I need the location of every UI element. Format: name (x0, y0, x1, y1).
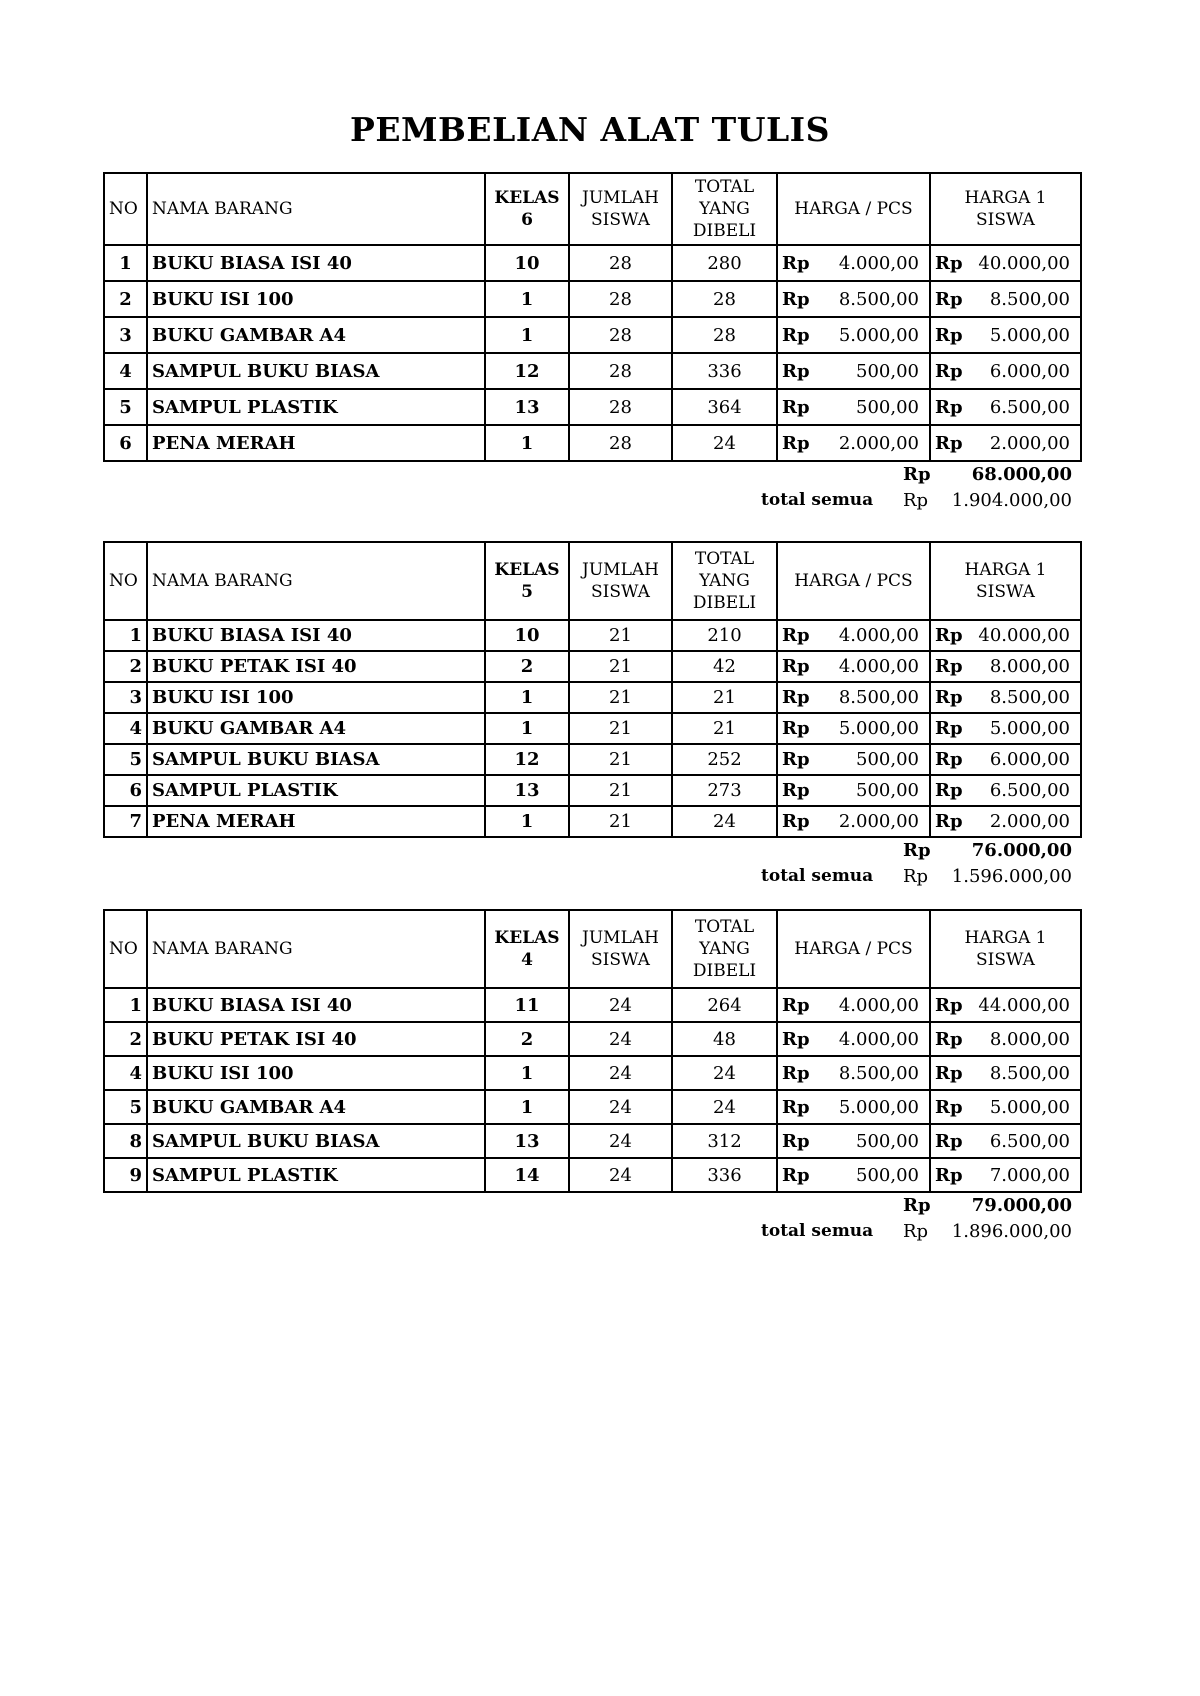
currency-label: Rp (935, 1028, 963, 1050)
currency-label: Rp (935, 1164, 963, 1186)
cell-harga-pcs (777, 353, 930, 389)
cell-jumlah-siswa: 21 (569, 713, 672, 744)
currency-value: 4.000,00 (838, 994, 919, 1016)
table-summary (103, 838, 1080, 890)
header-harga-1-siswa: HARGA 1 SISWA (930, 910, 1081, 988)
currency-value: 40.000,00 (978, 625, 1070, 646)
table-summary (103, 462, 1080, 514)
cell-kelas-qty: 1 (485, 682, 569, 713)
cell-total-dibeli: 21 (672, 682, 777, 713)
currency-value: 5.000,00 (838, 718, 919, 739)
table-summary (103, 1193, 1080, 1245)
cell-harga-pcs (777, 744, 930, 775)
cell-kelas-qty: 14 (485, 1158, 569, 1192)
total-semua-label: total semua (761, 866, 874, 886)
currency-label: Rp (782, 324, 810, 346)
currency-value: 8.000,00 (989, 1028, 1070, 1050)
cell-jumlah-siswa: 21 (569, 744, 672, 775)
cell-nama-barang: PENA MERAH (147, 425, 485, 461)
currency-value: 8.500,00 (989, 1062, 1070, 1084)
cell-jumlah-siswa: 24 (569, 1124, 672, 1158)
purchase-table (103, 541, 1082, 838)
currency-value: 5.000,00 (989, 324, 1070, 346)
currency-value: 4.000,00 (838, 252, 919, 274)
purchase-table (103, 172, 1082, 462)
currency-label: Rp (935, 360, 963, 382)
purchase-table (103, 909, 1082, 1193)
currency-value: 8.500,00 (838, 288, 919, 310)
currency-label: Rp (782, 718, 810, 739)
header-total-dibeli: TOTAL YANG DIBELI (672, 542, 777, 620)
cell-no: 2 (104, 1022, 147, 1056)
cell-harga-1-siswa (930, 682, 1081, 713)
cell-kelas-qty: 13 (485, 1124, 569, 1158)
table-row (104, 425, 1081, 461)
currency-value: 6.000,00 (989, 749, 1070, 770)
cell-total-dibeli: 24 (672, 1090, 777, 1124)
cell-harga-1-siswa (930, 713, 1081, 744)
cell-total-dibeli: 210 (672, 620, 777, 651)
table-header-row (104, 910, 1081, 988)
currency-value: 6.500,00 (989, 396, 1070, 418)
currency-label: Rp (782, 252, 810, 274)
cell-no: 6 (104, 775, 147, 806)
cell-total-dibeli: 264 (672, 988, 777, 1022)
currency-label: Rp (935, 749, 963, 770)
currency-value: 5.000,00 (989, 718, 1070, 739)
cell-kelas-qty: 12 (485, 744, 569, 775)
cell-jumlah-siswa: 21 (569, 775, 672, 806)
cell-harga-pcs (777, 1124, 930, 1158)
currency-value: 7.000,00 (989, 1164, 1070, 1186)
cell-total-dibeli: 24 (672, 425, 777, 461)
cell-harga-1-siswa (930, 245, 1081, 281)
cell-no: 9 (104, 1158, 147, 1192)
cell-jumlah-siswa: 24 (569, 1090, 672, 1124)
cell-nama-barang: PENA MERAH (147, 806, 485, 837)
header-harga-1-siswa: HARGA 1 SISWA (930, 542, 1081, 620)
currency-label: Rp (782, 780, 810, 801)
cell-kelas-qty: 1 (485, 281, 569, 317)
cell-jumlah-siswa: 28 (569, 425, 672, 461)
cell-kelas-qty: 1 (485, 806, 569, 837)
currency-label: Rp (935, 1096, 963, 1118)
cell-no: 2 (104, 651, 147, 682)
cell-harga-1-siswa (930, 317, 1081, 353)
cell-harga-pcs (777, 1056, 930, 1090)
header-harga-pcs: HARGA / PCS (777, 910, 930, 988)
currency-label: Rp (782, 1028, 810, 1050)
header-kelas: KELAS 4 (485, 910, 569, 988)
cell-no: 2 (104, 281, 147, 317)
table-row (104, 651, 1081, 682)
cell-harga-pcs (777, 988, 930, 1022)
cell-nama-barang: SAMPUL PLASTIK (147, 389, 485, 425)
table-row (104, 1022, 1081, 1056)
cell-jumlah-siswa: 28 (569, 389, 672, 425)
cell-total-dibeli: 336 (672, 353, 777, 389)
header-kelas: KELAS 6 (485, 173, 569, 245)
currency-label: Rp (935, 1062, 963, 1084)
cell-kelas-qty: 2 (485, 651, 569, 682)
header-harga-pcs: HARGA / PCS (777, 542, 930, 620)
table-row (104, 389, 1081, 425)
table-header-row (104, 542, 1081, 620)
cell-harga-1-siswa (930, 1158, 1081, 1192)
cell-no: 4 (104, 353, 147, 389)
currency-label: Rp (935, 1130, 963, 1152)
cell-total-dibeli: 42 (672, 651, 777, 682)
cell-no: 5 (104, 1090, 147, 1124)
currency-value: 8.500,00 (838, 1062, 919, 1084)
table-header-row (104, 173, 1081, 245)
currency-value: 500,00 (856, 360, 919, 382)
currency-label: Rp (782, 360, 810, 382)
currency-value: 8.500,00 (838, 687, 919, 708)
currency-value: 2.000,00 (838, 432, 919, 454)
currency-value: 2.000,00 (989, 811, 1070, 832)
currency-label: Rp (782, 1096, 810, 1118)
currency-label: Rp (935, 718, 963, 739)
cell-jumlah-siswa: 28 (569, 317, 672, 353)
header-jumlah-siswa: JUMLAH SISWA (569, 910, 672, 988)
cell-harga-1-siswa (930, 775, 1081, 806)
cell-harga-pcs (777, 317, 930, 353)
currency-label: Rp (935, 432, 963, 454)
header-total-dibeli: TOTAL YANG DIBELI (672, 173, 777, 245)
currency-label: Rp (935, 994, 963, 1016)
currency-label: Rp (782, 811, 810, 832)
cell-kelas-qty: 1 (485, 317, 569, 353)
cell-nama-barang: BUKU BIASA ISI 40 (147, 988, 485, 1022)
table-row (104, 245, 1081, 281)
cell-harga-1-siswa (930, 744, 1081, 775)
cell-kelas-qty: 10 (485, 245, 569, 281)
currency-value: 5.000,00 (838, 324, 919, 346)
cell-no: 5 (104, 389, 147, 425)
cell-no: 6 (104, 425, 147, 461)
cell-nama-barang: SAMPUL PLASTIK (147, 775, 485, 806)
header-no: NO (104, 910, 147, 988)
cell-nama-barang: BUKU ISI 100 (147, 1056, 485, 1090)
header-nama-barang: NAMA BARANG (147, 910, 485, 988)
cell-jumlah-siswa: 28 (569, 281, 672, 317)
cell-total-dibeli: 280 (672, 245, 777, 281)
currency-label: Rp (782, 994, 810, 1016)
cell-total-dibeli: 21 (672, 713, 777, 744)
cell-harga-1-siswa (930, 1090, 1081, 1124)
currency-label: Rp (782, 1062, 810, 1084)
currency-value: 8.000,00 (989, 656, 1070, 677)
cell-harga-pcs (777, 1158, 930, 1192)
cell-nama-barang: SAMPUL PLASTIK (147, 1158, 485, 1192)
header-jumlah-siswa: JUMLAH SISWA (569, 542, 672, 620)
currency-value: 8.500,00 (989, 687, 1070, 708)
cell-kelas-qty: 12 (485, 353, 569, 389)
table-block-kelas-6 (103, 172, 1080, 514)
cell-nama-barang: BUKU GAMBAR A4 (147, 1090, 485, 1124)
header-no: NO (104, 542, 147, 620)
cell-harga-1-siswa (930, 281, 1081, 317)
cell-harga-pcs (777, 389, 930, 425)
subtotal-currency: Rp (903, 840, 931, 861)
cell-total-dibeli: 24 (672, 806, 777, 837)
currency-value: 500,00 (856, 749, 919, 770)
currency-label: Rp (782, 687, 810, 708)
currency-label: Rp (935, 656, 963, 677)
cell-total-dibeli: 364 (672, 389, 777, 425)
cell-harga-pcs (777, 245, 930, 281)
cell-jumlah-siswa: 28 (569, 245, 672, 281)
table-row (104, 1124, 1081, 1158)
cell-jumlah-siswa: 21 (569, 806, 672, 837)
currency-label: Rp (782, 625, 810, 646)
currency-value: 500,00 (856, 780, 919, 801)
currency-label: Rp (935, 396, 963, 418)
cell-nama-barang: BUKU BIASA ISI 40 (147, 620, 485, 651)
cell-total-dibeli: 24 (672, 1056, 777, 1090)
currency-value: 8.500,00 (989, 288, 1070, 310)
cell-no: 3 (104, 682, 147, 713)
subtotal-value: 68.000,00 (971, 464, 1072, 485)
currency-value: 4.000,00 (838, 1028, 919, 1050)
cell-total-dibeli: 273 (672, 775, 777, 806)
table-row (104, 1056, 1081, 1090)
cell-nama-barang: SAMPUL BUKU BIASA (147, 353, 485, 389)
currency-value: 5.000,00 (838, 1096, 919, 1118)
currency-label: Rp (935, 780, 963, 801)
total-semua-value: 1.896.000,00 (951, 1221, 1072, 1242)
currency-value: 44.000,00 (978, 994, 1070, 1016)
cell-harga-pcs (777, 620, 930, 651)
cell-total-dibeli: 28 (672, 317, 777, 353)
cell-harga-1-siswa (930, 1056, 1081, 1090)
cell-no: 4 (104, 713, 147, 744)
header-harga-1-siswa: HARGA 1 SISWA (930, 173, 1081, 245)
currency-label: Rp (935, 811, 963, 832)
cell-total-dibeli: 28 (672, 281, 777, 317)
table-row (104, 806, 1081, 837)
currency-value: 40.000,00 (978, 252, 1070, 274)
cell-harga-1-siswa (930, 353, 1081, 389)
cell-jumlah-siswa: 24 (569, 1022, 672, 1056)
currency-label: Rp (782, 749, 810, 770)
currency-value: 6.000,00 (989, 360, 1070, 382)
table-row (104, 744, 1081, 775)
cell-nama-barang: SAMPUL BUKU BIASA (147, 1124, 485, 1158)
cell-kelas-qty: 1 (485, 713, 569, 744)
cell-nama-barang: SAMPUL BUKU BIASA (147, 744, 485, 775)
subtotal-currency: Rp (903, 1195, 931, 1216)
cell-kelas-qty: 13 (485, 389, 569, 425)
cell-total-dibeli: 252 (672, 744, 777, 775)
cell-nama-barang: BUKU BIASA ISI 40 (147, 245, 485, 281)
currency-label: Rp (935, 324, 963, 346)
header-nama-barang: NAMA BARANG (147, 542, 485, 620)
cell-nama-barang: BUKU GAMBAR A4 (147, 713, 485, 744)
cell-jumlah-siswa: 28 (569, 353, 672, 389)
table-row (104, 713, 1081, 744)
cell-kelas-qty: 13 (485, 775, 569, 806)
cell-harga-pcs (777, 775, 930, 806)
cell-harga-1-siswa (930, 1124, 1081, 1158)
currency-label: Rp (782, 1164, 810, 1186)
cell-no: 4 (104, 1056, 147, 1090)
header-harga-pcs: HARGA / PCS (777, 173, 930, 245)
table-row (104, 281, 1081, 317)
cell-kelas-qty: 11 (485, 988, 569, 1022)
currency-value: 500,00 (856, 1164, 919, 1186)
table-row (104, 988, 1081, 1022)
total-semua-value: 1.596.000,00 (951, 866, 1072, 887)
cell-harga-1-siswa (930, 389, 1081, 425)
header-no: NO (104, 173, 147, 245)
total-currency: Rp (903, 1221, 929, 1242)
currency-label: Rp (935, 625, 963, 646)
cell-nama-barang: BUKU PETAK ISI 40 (147, 1022, 485, 1056)
cell-total-dibeli: 336 (672, 1158, 777, 1192)
table-row (104, 1158, 1081, 1192)
currency-value: 2.000,00 (989, 432, 1070, 454)
currency-value: 4.000,00 (838, 656, 919, 677)
cell-harga-pcs (777, 281, 930, 317)
table-block-kelas-5 (103, 541, 1080, 890)
cell-nama-barang: BUKU GAMBAR A4 (147, 317, 485, 353)
currency-value: 4.000,00 (838, 625, 919, 646)
cell-harga-1-siswa (930, 806, 1081, 837)
currency-label: Rp (782, 432, 810, 454)
table-block-kelas-4 (103, 909, 1080, 1245)
total-semua-label: total semua (761, 490, 874, 510)
currency-label: Rp (782, 396, 810, 418)
cell-no: 7 (104, 806, 147, 837)
cell-no: 1 (104, 988, 147, 1022)
table-row (104, 317, 1081, 353)
cell-kelas-qty: 1 (485, 1056, 569, 1090)
cell-kelas-qty: 1 (485, 425, 569, 461)
cell-jumlah-siswa: 21 (569, 682, 672, 713)
cell-nama-barang: BUKU PETAK ISI 40 (147, 651, 485, 682)
subtotal-value: 79.000,00 (971, 1195, 1072, 1216)
currency-label: Rp (782, 1130, 810, 1152)
page-title: PEMBELIAN ALAT TULIS (350, 110, 830, 149)
cell-jumlah-siswa: 24 (569, 988, 672, 1022)
cell-kelas-qty: 1 (485, 1090, 569, 1124)
currency-value: 6.500,00 (989, 780, 1070, 801)
cell-no: 5 (104, 744, 147, 775)
header-kelas: KELAS 5 (485, 542, 569, 620)
table-row (104, 682, 1081, 713)
cell-harga-pcs (777, 682, 930, 713)
cell-harga-pcs (777, 425, 930, 461)
cell-harga-pcs (777, 1022, 930, 1056)
cell-jumlah-siswa: 21 (569, 651, 672, 682)
cell-harga-pcs (777, 713, 930, 744)
cell-harga-1-siswa (930, 620, 1081, 651)
header-total-dibeli: TOTAL YANG DIBELI (672, 910, 777, 988)
total-semua-value: 1.904.000,00 (951, 490, 1072, 511)
subtotal-currency: Rp (903, 464, 931, 485)
currency-value: 6.500,00 (989, 1130, 1070, 1152)
cell-kelas-qty: 2 (485, 1022, 569, 1056)
cell-no: 1 (104, 245, 147, 281)
currency-value: 2.000,00 (838, 811, 919, 832)
header-jumlah-siswa: JUMLAH SISWA (569, 173, 672, 245)
total-currency: Rp (903, 490, 929, 511)
cell-jumlah-siswa: 24 (569, 1056, 672, 1090)
table-row (104, 775, 1081, 806)
currency-label: Rp (782, 288, 810, 310)
cell-nama-barang: BUKU ISI 100 (147, 682, 485, 713)
cell-harga-pcs (777, 806, 930, 837)
subtotal-value: 76.000,00 (971, 840, 1072, 861)
cell-no: 3 (104, 317, 147, 353)
table-row (104, 620, 1081, 651)
total-currency: Rp (903, 866, 929, 887)
cell-harga-1-siswa (930, 988, 1081, 1022)
currency-label: Rp (935, 288, 963, 310)
table-row (104, 1090, 1081, 1124)
cell-harga-1-siswa (930, 1022, 1081, 1056)
total-semua-label: total semua (761, 1221, 874, 1241)
currency-value: 500,00 (856, 1130, 919, 1152)
currency-label: Rp (935, 252, 963, 274)
header-nama-barang: NAMA BARANG (147, 173, 485, 245)
cell-jumlah-siswa: 21 (569, 620, 672, 651)
table-row (104, 353, 1081, 389)
cell-total-dibeli: 312 (672, 1124, 777, 1158)
currency-value: 5.000,00 (989, 1096, 1070, 1118)
currency-label: Rp (935, 687, 963, 708)
cell-total-dibeli: 48 (672, 1022, 777, 1056)
cell-harga-1-siswa (930, 425, 1081, 461)
cell-nama-barang: BUKU ISI 100 (147, 281, 485, 317)
currency-value: 500,00 (856, 396, 919, 418)
currency-label: Rp (782, 656, 810, 677)
cell-harga-1-siswa (930, 651, 1081, 682)
cell-no: 1 (104, 620, 147, 651)
cell-jumlah-siswa: 24 (569, 1158, 672, 1192)
cell-no: 8 (104, 1124, 147, 1158)
cell-harga-pcs (777, 1090, 930, 1124)
cell-harga-pcs (777, 651, 930, 682)
cell-kelas-qty: 10 (485, 620, 569, 651)
